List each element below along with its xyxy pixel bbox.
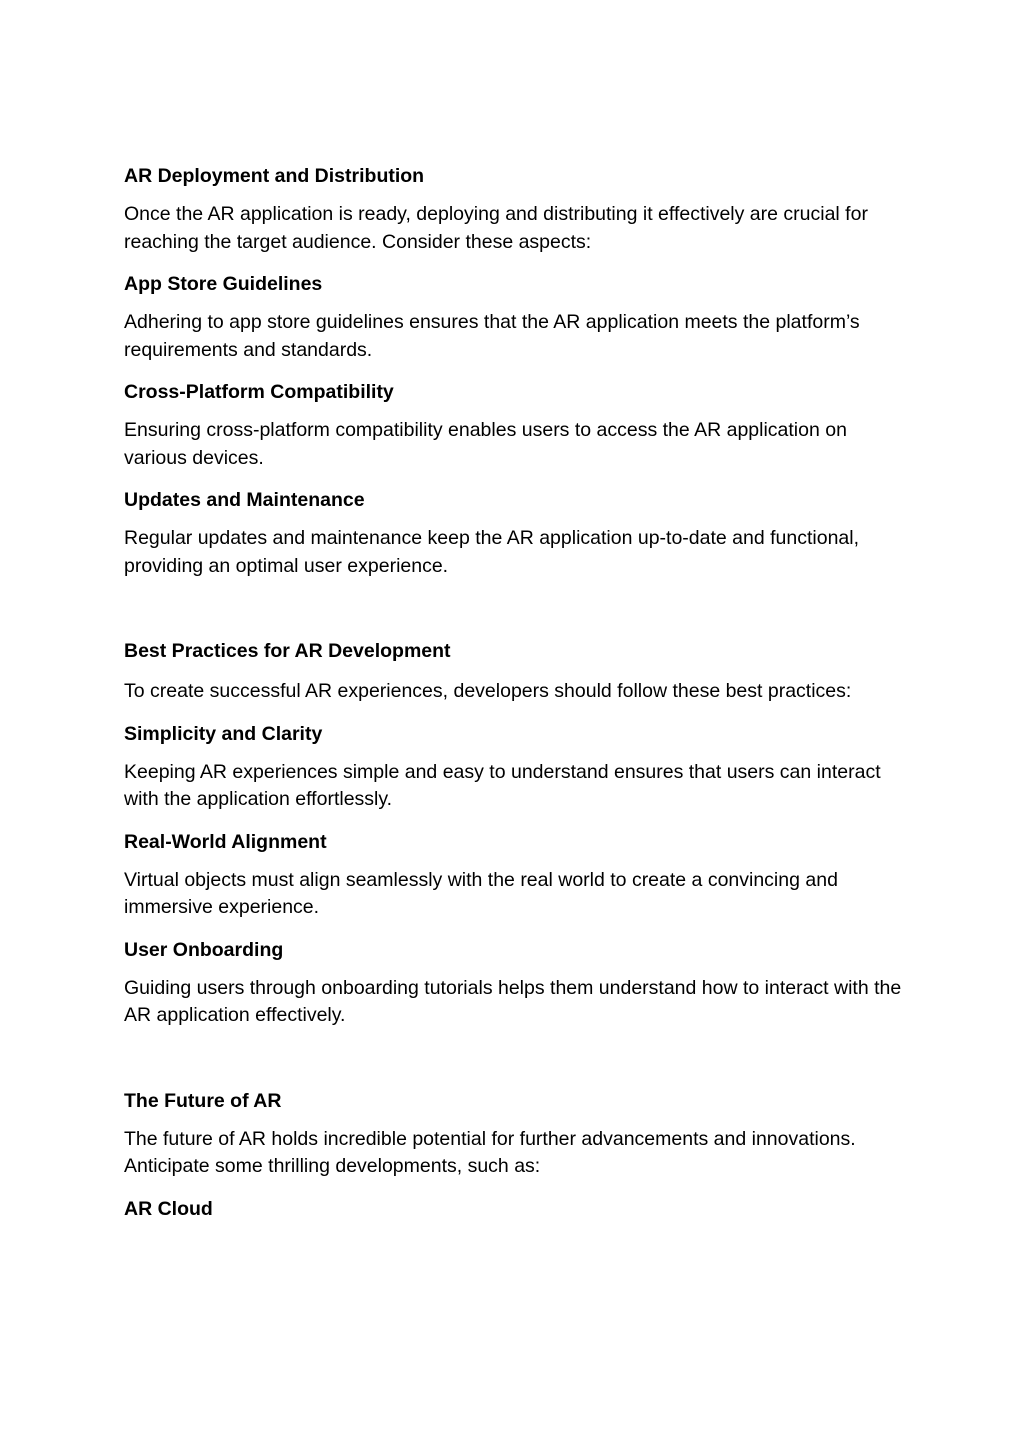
paragraph-user-onboarding: Guiding users through onboarding tutorials helps them understand how to interact with the AR application effectively.	[124, 976, 902, 1026]
paragraph-app-store-guidelines: Adhering to app store guidelines ensures that the AR application meets the platform’s requirements and standards.	[124, 311, 860, 361]
section-heading: Best Practices for AR Development	[124, 640, 451, 662]
subheading-real-world-alignment: Real-World Alignment	[124, 830, 327, 853]
section-heading: AR Deployment and Distribution	[124, 165, 425, 187]
subheading-app-store-guidelines: App Store Guidelines	[124, 273, 323, 295]
paragraph-updates-maintenance: Regular updates and maintenance keep the AR application up-to-date and functional, providing an optimal user experience.	[124, 527, 860, 577]
subheading-user-onboarding: User Onboarding	[124, 938, 284, 961]
paragraph-cross-platform: Ensuring cross-platform compatibility enables users to access the AR application on various devices.	[124, 419, 847, 469]
section-intro: The future of AR holds incredible potential for further advancements and innovations. Anticipate some thrilling developments, such as:	[124, 1127, 856, 1177]
paragraph-real-world-alignment: Virtual objects must align seamlessly with the real world to create a convincing and immersive experience.	[124, 868, 838, 918]
section-heading: The Future of AR	[124, 1089, 282, 1112]
subheading-updates-maintenance: Updates and Maintenance	[124, 489, 365, 511]
section-intro: Once the AR application is ready, deploying and distributing it effectively are crucial for reaching the target audience. Consider these aspects:	[124, 203, 868, 253]
subheading-ar-cloud: AR Cloud	[124, 1197, 213, 1220]
subheading-simplicity-clarity: Simplicity and Clarity	[124, 722, 323, 745]
section-intro: To create successful AR experiences, developers should follow these best practices:	[124, 680, 852, 702]
document-page	[124, 162, 904, 1223]
section-future-of-ar	[124, 1087, 904, 1223]
paragraph-simplicity-clarity: Keeping AR experiences simple and easy to understand ensures that users can interact with the application effortlessly.	[124, 760, 881, 810]
section-best-practices	[124, 637, 904, 1030]
subheading-cross-platform: Cross-Platform Compatibility	[124, 381, 394, 403]
section-ar-deployment	[124, 162, 904, 580]
